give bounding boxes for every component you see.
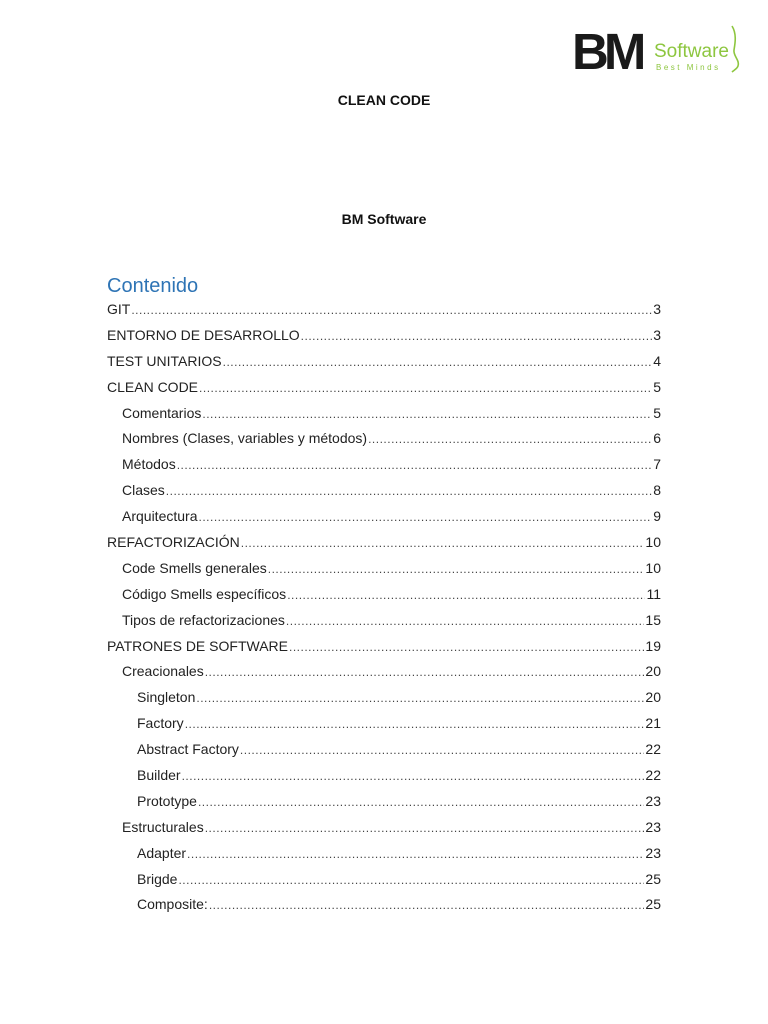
toc-dot-leader [205, 660, 645, 686]
toc-dot-leader [287, 583, 645, 609]
toc-entry[interactable] [107, 841, 661, 867]
toc-entry-page-number: 21 [645, 715, 661, 732]
toc-dot-leader [178, 868, 644, 894]
toc-entry-page-number: 10 [645, 559, 661, 576]
toc-entry-page-number: 15 [645, 611, 661, 628]
toc-entry-title: Comentarios [122, 404, 202, 421]
toc-entry-page-number: 3 [653, 326, 661, 343]
toc-heading: Contenido [107, 275, 199, 297]
toc-entry-title: Nombres (Clases, variables y métodos) [122, 430, 368, 447]
logo-word: Software [654, 41, 729, 62]
toc-entry-page-number: 6 [653, 430, 661, 447]
toc-entry-title: Singleton [137, 689, 196, 706]
toc-entry-title: Abstract Factory [137, 741, 239, 758]
toc-dot-leader [131, 298, 652, 324]
toc-entry-title: Arquitectura [122, 508, 198, 525]
toc-entry[interactable] [107, 608, 661, 634]
toc-entry-page-number: 22 [645, 767, 661, 784]
toc-entry-title: Tipos de refactorizaciones [122, 611, 285, 628]
toc-entry-title: Creacionales [122, 663, 204, 680]
toc-entry-title: Prototype [137, 792, 197, 809]
logo-letters: BM [572, 24, 642, 76]
toc-dot-leader [205, 816, 645, 842]
toc-entry-page-number: 20 [645, 663, 661, 680]
toc-entry-page-number: 25 [645, 870, 661, 887]
toc-entry[interactable] [107, 892, 661, 918]
toc-entry-title: Brigde [137, 870, 178, 887]
toc-entry-title: Composite: [137, 896, 208, 913]
toc-entry[interactable] [107, 789, 661, 815]
toc-entry-page-number: 23 [645, 844, 661, 861]
toc-entry-page-number: 3 [653, 301, 661, 317]
toc-entry-title: GIT [107, 301, 131, 317]
bm-software-logo [572, 24, 748, 76]
toc-entry-title: ENTORNO DE DESARROLLO [107, 326, 300, 343]
toc-entry[interactable] [107, 556, 661, 582]
toc-dot-leader [368, 427, 652, 453]
toc-entry-title: TEST UNITARIOS [107, 352, 222, 369]
toc-entry-page-number: 4 [653, 352, 661, 369]
bm-software-logo-graphic [572, 24, 748, 76]
toc-entry-title: Adapter [137, 844, 187, 861]
toc-entry-title: PATRONES DE SOFTWARE [107, 637, 288, 654]
toc-entry[interactable] [107, 401, 661, 427]
toc-entry-title: Builder [137, 767, 181, 784]
toc-entry-title: Código Smells específicos [122, 585, 287, 602]
toc-entry-page-number: 23 [645, 792, 661, 809]
toc-entry-title: CLEAN CODE [107, 378, 199, 395]
toc-entry[interactable] [107, 711, 661, 737]
toc-entry-page-number: 9 [653, 508, 661, 525]
toc-entry[interactable] [107, 375, 661, 401]
toc-dot-leader [187, 842, 644, 868]
toc-dot-leader [301, 324, 653, 350]
toc-entry-page-number: 22 [645, 741, 661, 758]
toc-entry[interactable] [107, 815, 661, 841]
toc-entry[interactable] [107, 478, 661, 504]
toc-entry-title: Clases [122, 482, 165, 499]
toc-dot-leader [268, 557, 645, 583]
toc-entry-page-number: 10 [645, 534, 661, 551]
toc-entry[interactable] [107, 349, 661, 375]
toc-entry-page-number: 5 [653, 404, 661, 421]
toc-entry-page-number: 23 [645, 818, 661, 835]
toc-entry[interactable] [107, 763, 661, 789]
toc-dot-leader [198, 505, 652, 531]
toc-entry[interactable] [107, 582, 661, 608]
toc-dot-leader [182, 764, 645, 790]
toc-entry[interactable] [107, 323, 661, 349]
toc-entry-page-number: 5 [653, 378, 661, 395]
logo-swoosh [732, 26, 738, 72]
toc-dot-leader [240, 738, 645, 764]
toc-entry-title: Métodos [122, 456, 176, 473]
toc-entry[interactable] [107, 452, 661, 478]
toc-entry-page-number: 11 [646, 585, 661, 602]
toc-entry[interactable] [107, 867, 661, 893]
toc-entry[interactable] [107, 737, 661, 763]
logo-tagline: Best Minds [656, 63, 721, 72]
toc-dot-leader [177, 453, 653, 479]
toc-entry-page-number: 25 [645, 896, 661, 913]
toc-dot-leader [286, 609, 645, 635]
toc-dot-leader [223, 350, 653, 376]
toc-entry[interactable] [107, 426, 661, 452]
toc-entry-page-number: 7 [653, 456, 661, 473]
toc-entry[interactable] [107, 504, 661, 530]
toc-entry-title: Factory [137, 715, 184, 732]
toc-dot-leader [202, 402, 652, 428]
toc-entry-title: Code Smells generales [122, 559, 267, 576]
toc-entry-page-number: 19 [645, 637, 661, 654]
toc-dot-leader [166, 479, 652, 505]
toc-entry-title: Estructurales [122, 818, 204, 835]
table-of-contents [107, 297, 661, 918]
document-title: CLEAN CODE [337, 92, 431, 108]
toc-entry[interactable] [107, 634, 661, 660]
toc-dot-leader [199, 376, 652, 402]
toc-entry-title: REFACTORIZACIÓN [107, 534, 240, 551]
toc-dot-leader [209, 893, 645, 919]
toc-dot-leader [241, 531, 645, 557]
company-name: BM Software [341, 211, 427, 227]
toc-entry[interactable] [107, 297, 661, 323]
toc-entry[interactable] [107, 659, 661, 685]
toc-dot-leader [196, 686, 644, 712]
toc-dot-leader [185, 712, 645, 738]
toc-dot-leader [198, 790, 644, 816]
toc-dot-leader [289, 635, 644, 661]
toc-entry[interactable] [107, 685, 661, 711]
toc-entry[interactable] [107, 530, 661, 556]
toc-entry-page-number: 20 [645, 689, 661, 706]
toc-entry-page-number: 8 [653, 482, 661, 499]
